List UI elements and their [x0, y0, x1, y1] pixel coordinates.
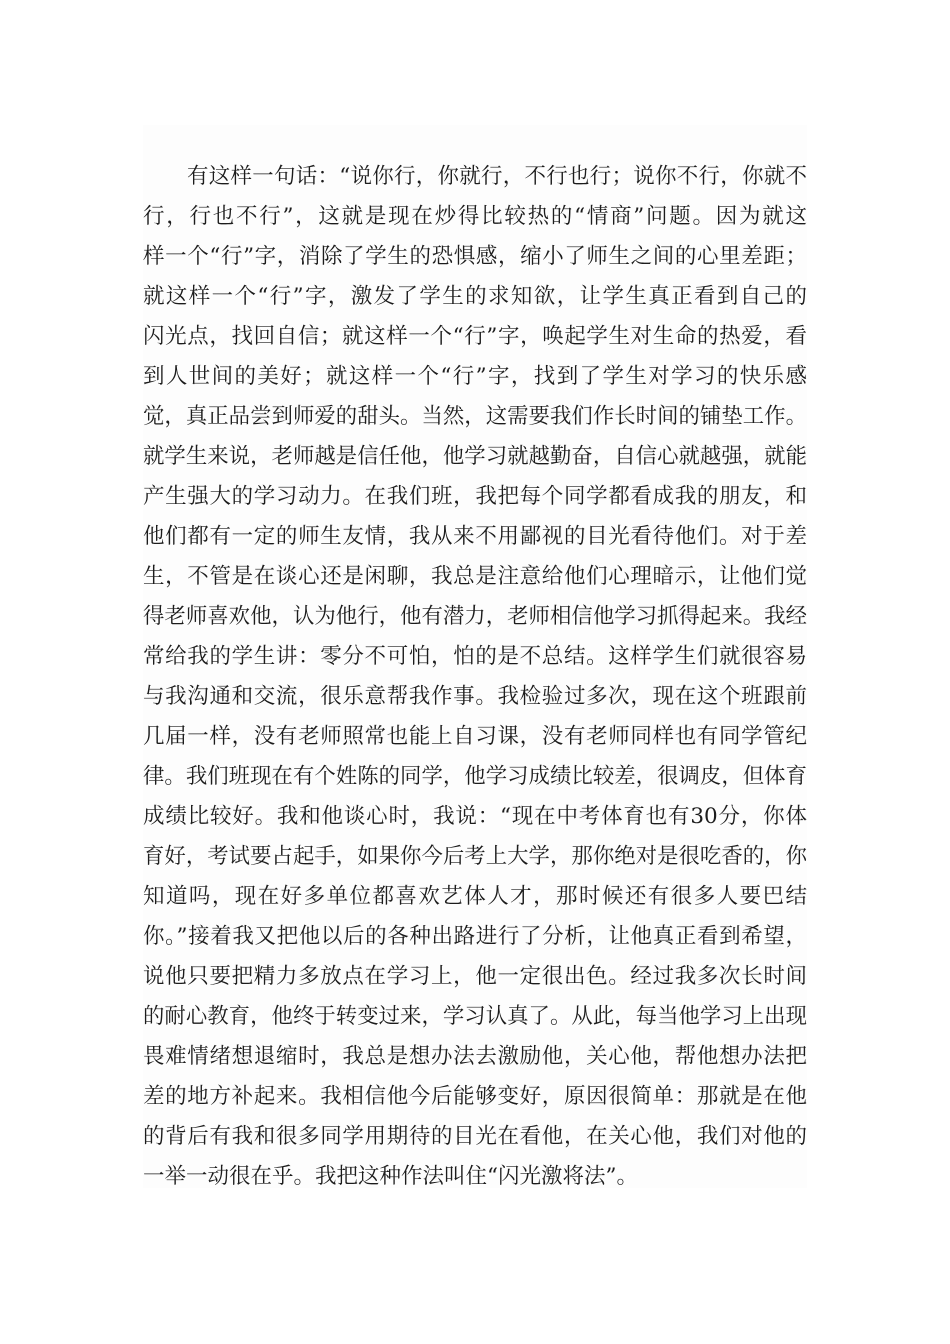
text-line-25: 的背后有我和很多同学用期待的目光在看他，在关心他，我们对他的 [143, 1124, 807, 1149]
text-line-4: 就这样一个“行”字，激发了学生的求知欲，让学生真正看到自己的 [143, 284, 807, 309]
text-line-13: 常给我的学生讲：零分不可怕，怕的是不总结。这样学生们就很容易 [143, 644, 807, 669]
text-line-10: 他们都有一定的师生友情，我从来不用鄙视的目光看待他们。对于差 [143, 524, 807, 549]
text-line-19: 知道吗，现在好多单位都喜欢艺体人才，那时候还有很多人要巴结 [143, 884, 807, 909]
text-line-17: 成绩比较好。我和他谈心时，我说：“现在中考体育也有30分，你体 [143, 804, 807, 829]
text-line-7: 觉，真正品尝到师爱的甜头。当然，这需要我们作长时间的铺垫工作。 [143, 404, 807, 429]
text-line-20: 你。”接着我又把他以后的各种出路进行了分析，让他真正看到希望， [143, 924, 807, 949]
text-line-24: 差的地方补起来。我相信他今后能够变好，原因很简单：那就是在他 [143, 1084, 807, 1109]
text-line-6: 到人世间的美好；就这样一个“行”字，找到了学生对学习的快乐感 [143, 364, 807, 389]
text-line-2: 行，行也不行”，这就是现在炒得比较热的“情商”问题。因为就这 [143, 204, 807, 229]
text-line-11: 生，不管是在谈心还是闲聊，我总是注意给他们心理暗示，让他们觉 [143, 564, 807, 589]
text-line-12: 得老师喜欢他，认为他行，他有潜力，老师相信他学习抓得起来。我经 [143, 604, 807, 629]
text-line-1: 有这样一句话：“说你行，你就行，不行也行；说你不行，你就不 [187, 164, 807, 189]
text-line-26: 一举一动很在乎。我把这种作法叫住“闪光激将法”。 [143, 1164, 638, 1189]
text-line-23: 畏难情绪想退缩时，我总是想办法去激励他，关心他，帮他想办法把 [143, 1044, 807, 1069]
text-line-16: 律。我们班现在有个姓陈的同学，他学习成绩比较差，很调皮，但体育 [143, 764, 807, 789]
paragraph [143, 125, 807, 1188]
text-line-21: 说他只要把精力多放点在学习上，他一定很出色。经过我多次长时间 [143, 964, 807, 989]
text-line-3: 样一个“行”字，消除了学生的恐惧感，缩小了师生之间的心里差距； [143, 244, 807, 269]
text-line-14: 与我沟通和交流，很乐意帮我作事。我检验过多次，现在这个班跟前 [143, 684, 807, 709]
text-line-8: 就学生来说，老师越是信任他，他学习就越勤奋，自信心就越强，就能 [143, 444, 807, 469]
text-line-18: 育好，考试要占起手，如果你今后考上大学，那你绝对是很吃香的，你 [143, 844, 807, 869]
text-line-22: 的耐心教育，他终于转变过来，学习认真了。从此，每当他学习上出现 [143, 1004, 807, 1029]
text-line-9: 产生强大的学习动力。在我们班，我把每个同学都看成我的朋友，和 [143, 484, 807, 509]
text-line-5: 闪光点，找回自信；就这样一个“行”字，唤起学生对生命的热爱，看 [143, 324, 807, 349]
text-line-15: 几届一样，没有老师照常也能上自习课，没有老师同样也有同学管纪 [143, 724, 807, 749]
